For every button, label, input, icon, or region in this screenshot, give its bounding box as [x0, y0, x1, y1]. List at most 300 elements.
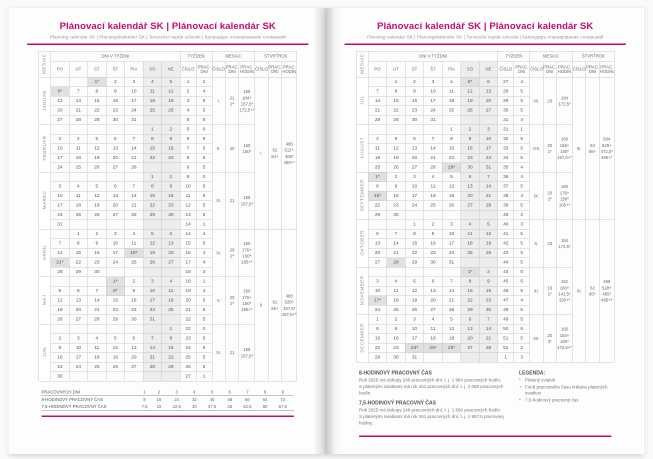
day-cell: 6: [69, 286, 88, 296]
day-cell: [368, 267, 387, 277]
header-week-group: TÝŽDEŇ: [498, 51, 530, 62]
day-cell: 26: [88, 210, 107, 220]
day-cell: 9: [424, 229, 443, 239]
week-number: 14: [180, 229, 196, 239]
day-cell: 15: [405, 239, 424, 249]
week-workdays: 5: [514, 239, 530, 249]
day-cell: 16: [387, 191, 406, 201]
day-cell: 2: [479, 267, 498, 277]
day-cell: [125, 267, 144, 277]
week-workdays: 5: [514, 229, 530, 239]
week-number: 14: [180, 220, 196, 230]
month-workdays: 2*: [547, 196, 552, 202]
day-cell: 12: [479, 229, 498, 239]
header-quarter-group: ŠTVRŤROK: [255, 51, 297, 62]
day-cell: 4: [442, 77, 461, 87]
day-cell: [106, 172, 125, 182]
week-workdays: 4: [196, 229, 212, 239]
day-cell: 13: [368, 239, 387, 249]
day-cell: 27: [69, 315, 88, 325]
week-workdays: 2: [514, 343, 530, 353]
month-workhours: [557, 220, 573, 268]
day-cell: 28: [479, 201, 498, 211]
month-name: [39, 172, 51, 229]
day-cell: [125, 324, 144, 334]
week-number: 40: [498, 220, 514, 230]
day-cell: 15: [143, 144, 162, 154]
quarter-workdays: 65+: [271, 305, 279, 311]
week-number: 22: [180, 315, 196, 325]
day-cell: 17: [143, 296, 162, 306]
day-cell: 14: [69, 96, 88, 106]
day-cell: 12: [51, 296, 70, 306]
day-cell: 27: [424, 305, 443, 315]
day-cell: [69, 172, 88, 182]
quarter-number: [573, 220, 586, 363]
week-workdays: 5: [196, 296, 212, 306]
month-workhours: 160+: [559, 285, 570, 291]
day-cell: 26*: [442, 343, 461, 353]
day-cell: 3: [69, 334, 88, 344]
day-cell: [125, 172, 144, 182]
week-number: 31: [498, 115, 514, 125]
conversion-value: 2: [153, 389, 166, 396]
calendar-table-jul-dec: [356, 51, 615, 363]
day-cell: 1: [405, 220, 424, 230]
header-quarter-group: ŠTVRŤROK: [573, 51, 615, 62]
day-cell: 27: [106, 163, 125, 173]
day-cell: [162, 163, 181, 173]
day-cell: 29: [368, 210, 387, 220]
day-cell: 30: [106, 115, 125, 125]
day-cell: 9: [162, 182, 181, 192]
month-name: [356, 125, 368, 173]
work-time-note-heading: 8-HODINOVÝ PRACOVNÝ ČAS: [359, 370, 432, 376]
day-cell: 28: [143, 362, 162, 372]
day-cell: 20: [106, 201, 125, 211]
conversion-row: [42, 396, 295, 403]
day-cell: 9: [387, 324, 406, 334]
week-number: 16: [180, 248, 196, 258]
work-time-note-line: S platenými sviatkami má rok 261 pracovných dní, t. j. 2 088 pracovných hodín.: [359, 384, 504, 396]
day-cell: [88, 324, 107, 334]
day-cell: 1: [368, 315, 387, 325]
day-cell: 3: [479, 125, 498, 135]
day-cell: [69, 220, 88, 230]
day-cell: 3: [405, 315, 424, 325]
month-name: [356, 172, 368, 220]
month-name-label: AUGUST: [359, 136, 365, 159]
day-cell: 21: [125, 201, 144, 211]
month-workhours: 150+*: [558, 297, 571, 303]
month-name: [356, 267, 368, 315]
week-workdays: 5: [196, 191, 212, 201]
week-workdays: 5: [514, 286, 530, 296]
day-cell: [69, 77, 88, 87]
day-cell: 18: [461, 239, 480, 249]
conversion-row-label: 7,5-HODINOVÝ PRACOVNÝ ČAS: [42, 403, 137, 410]
week-workdays: 2: [514, 210, 530, 220]
day-cell: 20: [368, 248, 387, 258]
day-cell: 13: [51, 96, 70, 106]
day-cell: [424, 267, 443, 277]
day-cell: 10: [479, 134, 498, 144]
week-workdays: 4: [514, 296, 530, 306]
month-number: [530, 172, 543, 220]
quarter-workhours: [599, 220, 614, 363]
week-number: 28: [498, 87, 514, 97]
day-cell: 11: [424, 182, 443, 192]
week-number: 26: [180, 362, 196, 372]
day-cell: 24: [479, 153, 498, 163]
week-workdays: 3: [514, 353, 530, 363]
day-cell: 16: [51, 353, 70, 363]
header-day-st: ST: [405, 62, 424, 78]
month-workdays: 20: [229, 145, 235, 151]
day-cell: 31: [479, 163, 498, 173]
conversion-value: 4: [188, 389, 201, 396]
week-workdays: 5: [514, 324, 530, 334]
day-cell: 26: [106, 362, 125, 372]
day-cell: 16: [125, 296, 144, 306]
legend-heading: LEGENDA:: [519, 370, 546, 376]
conversion-value: 32: [191, 397, 197, 402]
quarter-workhours: 487,5+*: [281, 311, 297, 317]
day-cell: 2: [125, 277, 144, 287]
month-workhours: 165+*: [241, 259, 253, 265]
month-workhours: 184: [560, 95, 569, 101]
week-number: 15: [180, 239, 196, 249]
week-workdays: 5: [514, 87, 530, 97]
header-day-po: PO: [51, 62, 70, 78]
month-workhours: 150*: [242, 301, 252, 306]
month-workdays: [225, 324, 238, 381]
day-cell: 12: [162, 87, 181, 97]
day-cell: 11: [162, 286, 181, 296]
month-number: [212, 125, 225, 173]
day-cell: 9: [479, 277, 498, 287]
day-cell: 30: [424, 258, 443, 268]
day-cell: 12: [143, 239, 162, 249]
day-cell: 20: [479, 96, 498, 106]
month-workhours: [557, 315, 573, 363]
week-workdays: 5: [196, 305, 212, 315]
conversion-value: 7: [236, 389, 258, 396]
month-number: X.: [534, 240, 539, 246]
day-cell: 3: [368, 277, 387, 287]
day-cell: 15: [106, 296, 125, 306]
header-month-column-label: MESIAC: [359, 53, 365, 74]
day-cell: 30: [387, 210, 406, 220]
day-cell: 24: [368, 305, 387, 315]
day-cell: 24: [424, 106, 443, 116]
conversion-value: 9: [271, 389, 294, 396]
month-workdays: [543, 267, 556, 315]
day-cell: 17: [405, 191, 424, 201]
day-cell: 4: [69, 134, 88, 144]
day-cell: 28: [69, 115, 88, 125]
week-number: 10: [180, 182, 196, 192]
week-number: 1: [498, 353, 514, 363]
week-number: 5: [180, 115, 196, 125]
day-cell: 3: [125, 77, 144, 87]
day-cell: 17: [442, 239, 461, 249]
month-workdays: 20: [547, 190, 553, 196]
week-number: 33: [498, 144, 514, 154]
day-cell: 2: [162, 125, 181, 135]
day-cell: 8: [69, 239, 88, 249]
legend-symbol: *: [519, 377, 521, 383]
quarter-workdays: 62: [272, 147, 278, 153]
month-name-label: FEBRUÁR: [41, 135, 47, 161]
month-workdays: [225, 229, 238, 277]
header-week-workdays: PRAC. DNI: [196, 62, 212, 78]
header-day-št: ŠT: [106, 62, 125, 78]
day-cell: [387, 220, 406, 230]
month-number: VI.: [216, 350, 222, 356]
day-cell: 4: [69, 182, 88, 192]
header-day-ne: NE: [479, 62, 498, 78]
day-cell: 11: [88, 343, 107, 353]
quarter-workhours: 496: [285, 141, 293, 147]
work-time-note: [359, 401, 506, 427]
day-cell: 31: [442, 258, 461, 268]
month-name-label: SEPTEMBER: [359, 179, 365, 212]
day-cell: [51, 277, 70, 287]
quarter-number: [255, 77, 268, 229]
quarter-workhours: 495+*: [601, 297, 613, 303]
day-cell: 25*: [424, 343, 443, 353]
day-cell: 27: [405, 163, 424, 173]
day-cell: 13: [106, 191, 125, 201]
month-workhours: 176+: [242, 247, 252, 253]
day-cell: 3: [51, 134, 70, 144]
month-workhours: [557, 125, 573, 173]
week-number: 47: [498, 296, 514, 306]
bottom-rule: [359, 436, 612, 438]
day-cell: 20: [162, 248, 181, 258]
month-number: [212, 229, 225, 277]
conversion-value: 52,5: [236, 403, 258, 410]
week-workdays: 4: [514, 163, 530, 173]
week-workdays: 4: [196, 286, 212, 296]
day-cell: 23: [387, 343, 406, 353]
month-name: [356, 77, 368, 125]
day-cell: 23: [162, 153, 181, 163]
day-cell: 22: [143, 201, 162, 211]
day-cell: 13: [69, 296, 88, 306]
header-days-group: DNI V TÝŽDNI: [51, 51, 181, 62]
header-week-number: ČÍSLO: [498, 62, 514, 78]
month-workhours: 165+*: [558, 202, 571, 208]
day-cell: 10: [69, 343, 88, 353]
top-rule: [27, 44, 309, 46]
day-cell: 11: [368, 144, 387, 154]
day-cell: 14: [387, 239, 406, 249]
day-cell: [143, 324, 162, 334]
header-day-pia: PIA: [442, 62, 461, 78]
week-number: 24: [180, 343, 196, 353]
week-workdays: 0: [196, 172, 212, 182]
day-cell: 19: [405, 296, 424, 306]
week-number: 46: [498, 286, 514, 296]
day-cell: 6: [461, 315, 480, 325]
day-cell: 22: [143, 153, 162, 163]
day-cell: 15: [442, 144, 461, 154]
day-cell: 26: [162, 106, 181, 116]
day-cell: 19: [88, 153, 107, 163]
week-workdays: 5: [196, 163, 212, 173]
quarter-workhours: 504: [603, 136, 611, 142]
month-workhours: 160: [243, 241, 251, 247]
day-cell: [162, 315, 181, 325]
day-cell: 10: [106, 239, 125, 249]
header-month-group: MESIAC: [212, 51, 255, 62]
month-workhours: [239, 172, 255, 229]
day-cell: 1: [143, 172, 162, 182]
day-cell: 8: [88, 87, 107, 97]
header-quarter-workhours: PRAC. HODÍN: [599, 62, 614, 78]
month-workhours: 160: [560, 184, 569, 190]
month-workdays: 2*: [230, 253, 235, 259]
day-cell: [69, 125, 88, 135]
day-cell: [106, 324, 125, 334]
day-cell: 4: [424, 172, 443, 182]
month-workhours: 157,5*: [240, 101, 254, 107]
day-cell: [88, 277, 107, 287]
week-number: 34: [498, 153, 514, 163]
day-cell: 17: [125, 96, 144, 106]
day-cell: 9: [405, 87, 424, 97]
day-cell: 8: [387, 87, 406, 97]
day-cell: 6*: [51, 87, 70, 97]
week-workdays: 2: [196, 77, 212, 87]
day-cell: 26: [442, 201, 461, 211]
day-cell: 1*: [368, 172, 387, 182]
day-cell: 12: [442, 182, 461, 192]
week-workdays: 5: [514, 201, 530, 211]
day-cell: [106, 220, 125, 230]
day-cell: 22: [69, 258, 88, 268]
day-cell: 19: [51, 305, 70, 315]
month-name-label: MÁJ: [41, 294, 47, 306]
day-cell: 10: [51, 144, 70, 154]
month-workdays: [225, 125, 238, 173]
header-day-so: SO: [461, 62, 480, 78]
day-cell: [125, 220, 144, 230]
month-workhours: 176+: [242, 294, 252, 300]
day-cell: 10: [424, 87, 443, 97]
week-number: 30: [498, 106, 514, 116]
day-cell: 2: [424, 220, 443, 230]
day-cell: 4: [368, 134, 387, 144]
day-cell: 23: [88, 258, 107, 268]
day-cell: 21: [387, 248, 406, 258]
header-month-workdays: PRAC. DNI: [225, 62, 238, 78]
day-cell: 28: [125, 210, 144, 220]
day-cell: 18: [143, 96, 162, 106]
week-workdays: 5: [514, 305, 530, 315]
quarter-number: IV.: [576, 288, 582, 294]
day-cell: 25: [125, 258, 144, 268]
day-cell: [143, 115, 162, 125]
day-cell: [387, 267, 406, 277]
day-cell: 11: [69, 191, 88, 201]
day-cell: 6: [479, 77, 498, 87]
day-cell: 11: [387, 286, 406, 296]
legend: [519, 371, 612, 431]
day-cell: [51, 77, 70, 87]
week-number: 11: [180, 191, 196, 201]
month-workdays: [225, 277, 238, 325]
month-name-label: DECEMBER: [359, 323, 365, 353]
day-cell: 1*: [461, 267, 480, 277]
day-cell: 30: [479, 305, 498, 315]
week-workdays: 5: [514, 315, 530, 325]
header-month-workhours: PRAC. HODÍN: [239, 62, 255, 78]
day-cell: [143, 267, 162, 277]
day-cell: 8: [143, 134, 162, 144]
day-cell: 29: [368, 353, 387, 363]
day-cell: [479, 115, 498, 125]
page-title: Plánovací kalendář SK | Plánovací kalendár SK: [59, 21, 276, 32]
header-month-column: [356, 51, 368, 77]
day-cell: 6: [461, 172, 480, 182]
month-workdays: [543, 125, 556, 173]
day-cell: 21*: [51, 258, 70, 268]
day-cell: 23: [405, 106, 424, 116]
day-cell: 21: [143, 353, 162, 363]
day-cell: 21: [479, 191, 498, 201]
day-cell: 6: [424, 277, 443, 287]
day-cell: 10: [143, 286, 162, 296]
quarter-workdays: 64+: [271, 153, 279, 159]
day-cell: 26: [88, 163, 107, 173]
conversion-value: 5: [201, 389, 223, 396]
day-cell: 24: [51, 210, 70, 220]
month-number: [212, 77, 225, 125]
day-cell: 7: [125, 182, 144, 192]
day-cell: 7: [125, 134, 144, 144]
day-cell: 19: [143, 248, 162, 258]
quarter-workhours: 472,5*: [600, 149, 613, 154]
month-workhours: 160: [560, 326, 569, 332]
day-cell: 2: [461, 125, 480, 135]
conversion-value: 30: [188, 403, 201, 410]
day-cell: 13: [479, 87, 498, 97]
month-workhours: 168: [243, 195, 251, 201]
week-workdays: 5: [514, 182, 530, 192]
day-cell: [51, 229, 70, 239]
month-workhours: 168+: [559, 142, 570, 148]
day-cell: 23: [461, 153, 480, 163]
quarter-workhours: 496: [603, 279, 611, 285]
legend-symbol: *: [519, 397, 521, 403]
day-cell: 18: [88, 353, 107, 363]
day-cell: [424, 353, 443, 363]
legend-text: 7,5-hodinový pracovný čas: [525, 397, 579, 403]
day-cell: 25: [442, 106, 461, 116]
day-cell: 5: [162, 77, 181, 87]
header-day-št: ŠT: [424, 62, 443, 78]
week-number: 6: [180, 134, 196, 144]
month-number: II.: [216, 145, 221, 151]
day-cell: 25: [424, 201, 443, 211]
week-number: 4: [180, 106, 196, 116]
day-cell: 19: [106, 353, 125, 363]
day-cell: 8: [368, 324, 387, 334]
header-week-group: TÝŽDEŇ: [180, 51, 212, 62]
